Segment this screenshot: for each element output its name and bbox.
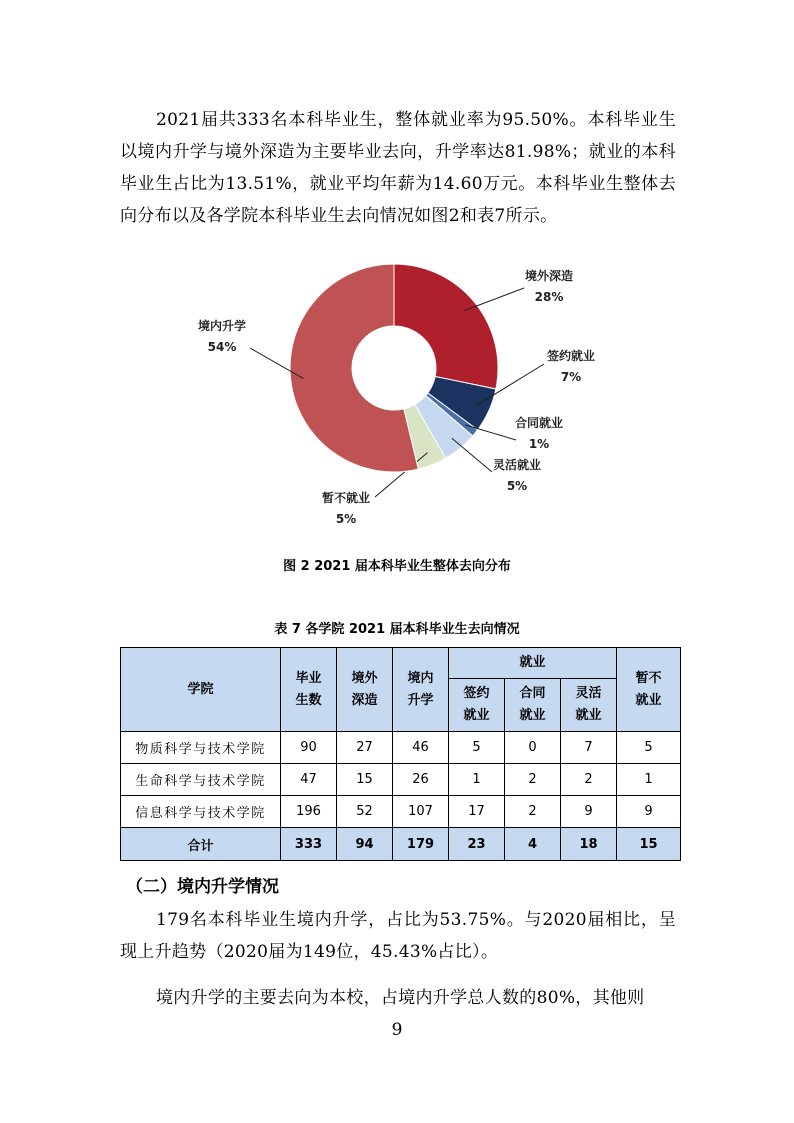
- cell-signed: 1: [449, 764, 505, 796]
- table-total-row: [121, 828, 681, 861]
- header-signed-text: 签约 就业: [463, 686, 490, 723]
- cell-college: 生命科学与技术学院: [121, 764, 281, 796]
- header-not-employed: [617, 648, 681, 732]
- header-domestic: [393, 648, 449, 732]
- slice-label: 境外深造: [524, 269, 574, 283]
- header-not-employed-text: 暂不 就业: [635, 670, 662, 708]
- cell-not-employed: 1: [617, 764, 681, 796]
- total-contract: 4: [505, 828, 561, 861]
- slice-percent-label: 54%: [207, 340, 237, 354]
- slice-label: 签约就业: [546, 349, 596, 363]
- slice-label: 灵活就业: [492, 458, 542, 472]
- total-signed: 23: [449, 828, 505, 861]
- slice-percent-label: 5%: [506, 479, 528, 493]
- table-caption: 表 7 各学院 2021 届本科毕业生去向情况: [274, 622, 520, 637]
- header-contract: [505, 679, 561, 732]
- table-row: [121, 732, 681, 764]
- destination-paragraph: 境内升学的主要去向为本校，占境内升学总人数的80%，其他则: [156, 988, 645, 1008]
- slice-percent-label: 28%: [534, 290, 564, 304]
- section-heading: （二）境内升学情况: [126, 877, 279, 897]
- cell-not-employed: 9: [617, 796, 681, 828]
- total-label: 合计: [121, 828, 281, 861]
- cell-contract: 2: [505, 764, 561, 796]
- slice-label: 境内升学: [197, 319, 247, 333]
- cell-college: 物质科学与技术学院: [121, 732, 281, 764]
- cell-flexible: 7: [561, 732, 617, 764]
- figure-caption: 图 2 2021 届本科毕业生整体去向分布: [283, 559, 511, 574]
- header-abroad-text: 境外 深造: [351, 670, 378, 708]
- header-flexible-text: 灵活 就业: [575, 686, 602, 723]
- slice-label: 合同就业: [514, 416, 564, 430]
- total-flexible: 18: [561, 828, 617, 861]
- table-row: [121, 764, 681, 796]
- cell-signed: 17: [449, 796, 505, 828]
- donut-slice: [394, 264, 498, 389]
- total-not-employed: 15: [617, 828, 681, 861]
- cell-contract: 2: [505, 796, 561, 828]
- table-row: [121, 796, 681, 828]
- slice-percent-label: 7%: [560, 370, 582, 384]
- header-college: 学院: [121, 648, 281, 732]
- cell-abroad: 52: [337, 796, 393, 828]
- domestic-study-paragraph: 179名本科毕业生境内升学，占比为53.75%。与2020届相比，呈现上升趋势（2020届为149位，45.43%占比）。: [120, 910, 676, 962]
- header-flexible: [561, 679, 617, 732]
- intro-paragraph: 2021届共333名本科毕业生，整体就业率为95.50%。本科毕业生以境内升学与境外深造为主要毕业去向，升学率达81.98%；就业的本科毕业生占比为13.51%，就业平均年薪为14.60万元。本科毕业生整体去向分布以及各学院本科毕业生去向情况如图2和表7所示。: [120, 110, 676, 226]
- cell-domestic: 26: [393, 764, 449, 796]
- cell-college: 信息科学与技术学院: [121, 796, 281, 828]
- college-destination-table: [120, 647, 681, 861]
- cell-not-employed: 5: [617, 732, 681, 764]
- header-graduates-text: 毕业 生数: [295, 670, 322, 708]
- slice-percent-label: 1%: [528, 437, 550, 451]
- header-abroad: [337, 648, 393, 732]
- destination-donut-chart: [0, 250, 794, 540]
- cell-domestic: 46: [393, 732, 449, 764]
- cell-domestic: 107: [393, 796, 449, 828]
- cell-contract: 0: [505, 732, 561, 764]
- header-domestic-text: 境内 升学: [407, 670, 434, 708]
- header-signed: [449, 679, 505, 732]
- slice-percent-label: 5%: [335, 512, 357, 526]
- cell-abroad: 15: [337, 764, 393, 796]
- cell-graduates: 90: [281, 732, 337, 764]
- cell-abroad: 27: [337, 732, 393, 764]
- header-contract-text: 合同 就业: [519, 686, 546, 723]
- cell-graduates: 196: [281, 796, 337, 828]
- total-graduates: 333: [281, 828, 337, 861]
- leader-line: [465, 288, 524, 310]
- header-employment: 就业: [449, 648, 617, 679]
- cell-flexible: 9: [561, 796, 617, 828]
- header-graduates: [281, 648, 337, 732]
- slice-label: 暂不就业: [321, 491, 371, 505]
- page-number: 9: [391, 1020, 403, 1040]
- cell-signed: 5: [449, 732, 505, 764]
- total-domestic: 179: [393, 828, 449, 861]
- leader-line: [452, 438, 492, 472]
- donut-svg: [0, 250, 794, 540]
- total-abroad: 94: [337, 828, 393, 861]
- cell-graduates: 47: [281, 764, 337, 796]
- cell-flexible: 2: [561, 764, 617, 796]
